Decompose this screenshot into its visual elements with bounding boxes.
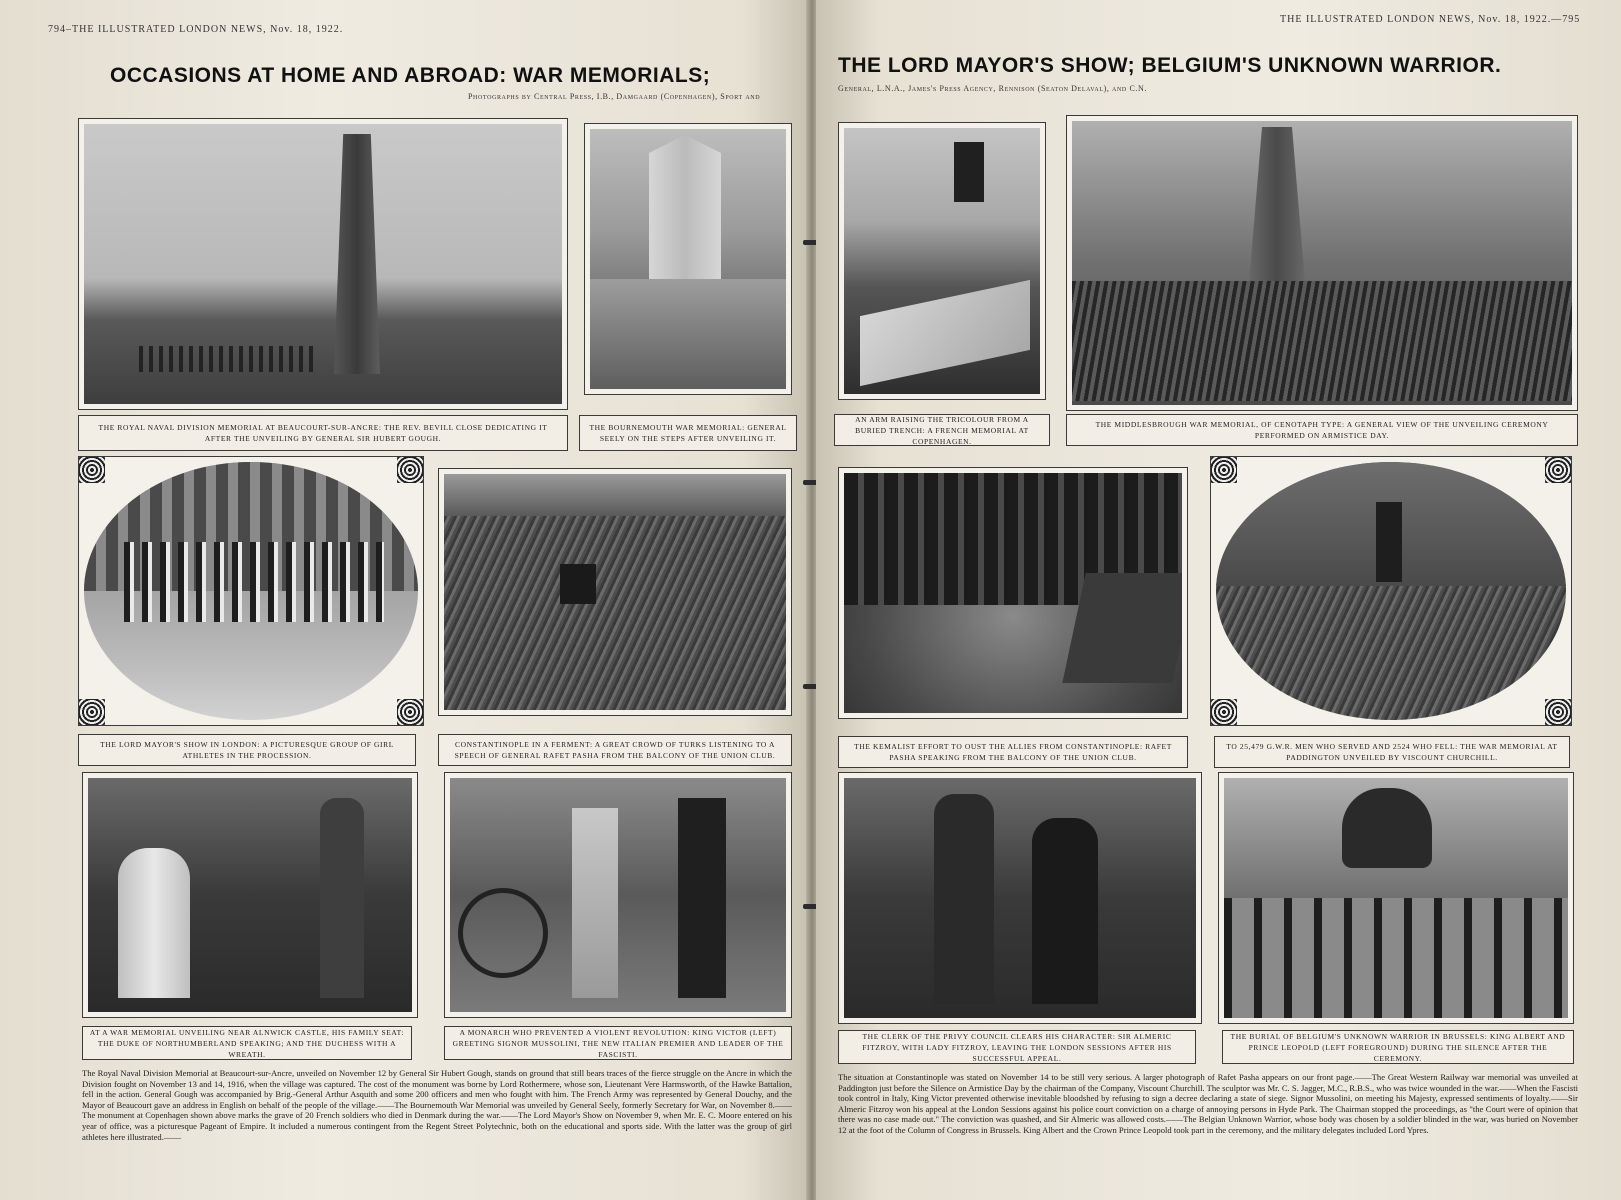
running-head: 794–THE ILLUSTRATED LONDON NEWS, Nov. 18, 1922.: [48, 24, 344, 35]
corner-ornament: [397, 699, 423, 725]
photo-image: [88, 778, 412, 1012]
photo-credit: General, L.N.A., James's Press Agency, Rennison (Seaton Delaval), and C.N.: [838, 84, 1147, 93]
photo-alnwick-memorial: [82, 772, 418, 1018]
photo-middlesbrough-memorial: [1066, 115, 1578, 411]
caption-unknown-warrior: THE BURIAL OF BELGIUM'S UNKNOWN WARRIOR IN BRUSSELS: KING ALBERT AND PRINCE LEOPOLD (LEFT FOREGROUND) DURING THE SILENCE AFTER THE CEREMONY.: [1222, 1030, 1574, 1064]
caption-fitzroy: THE CLERK OF THE PRIVY COUNCIL CLEARS HIS CHARACTER: SIR ALMERIC FITZROY, WITH LADY FITZROY, LEAVING THE LONDON SESSIONS AFTER HIS SUCCESSFUL APPEAL.: [838, 1030, 1196, 1064]
headline: THE LORD MAYOR'S SHOW; BELGIUM'S UNKNOWN WARRIOR.: [838, 54, 1502, 77]
photo-rafet-pasha: [838, 467, 1188, 719]
photo-image: [1072, 121, 1572, 405]
photo-image: [450, 778, 786, 1012]
photo-image: [84, 124, 562, 404]
running-head: THE ILLUSTRATED LONDON NEWS, Nov. 18, 1922.—795: [1280, 14, 1581, 25]
corner-ornament: [1545, 699, 1571, 725]
corner-ornament: [397, 457, 423, 483]
photo-copenhagen-memorial: [838, 122, 1046, 400]
caption-naval-memorial: THE ROYAL NAVAL DIVISION MEMORIAL AT BEAUCOURT-SUR-ANCRE: THE REV. BEVILL CLOSE DEDICATING IT AFTER THE UNVEILING BY GENERAL SIR HUBERT GOUGH.: [78, 415, 568, 451]
caption-alnwick-memorial: AT A WAR MEMORIAL UNVEILING NEAR ALNWICK CASTLE, HIS FAMILY SEAT: THE DUKE OF NORTHUMBERLAND SPEAKING; AND THE DUCHESS WITH A WREATH.: [82, 1026, 412, 1060]
photo-image: [444, 474, 786, 710]
photo-image: [1216, 462, 1566, 720]
photo-image: [844, 473, 1182, 713]
photo-constantinople-crowd: [438, 468, 792, 716]
article-body: The situation at Constantinople was stated on November 14 to be still very serious. A larger photograph of Rafet Pasha appears on our front page.——The Great Western Railway war memorial was unveiled at Paddington just before the Silence on Armistice Day by the chairman of the Company, Viscount Churchill. The sculptor was Mr. C. S. Jagger, M.C., R.B.S., who was twice wounded in the war.——When the Fascisti took control in Italy, King Victor prevented otherwise inevitable bloodshed by refusing to sign a decree declaring a state of siege. Signor Mussolini, on meeting his Majesty, expressed sentiments of loyalty.——Sir Almeric Fitzroy won his appeal at the London Sessions against his police court conviction on a charge of annoying persons in Hyde Park. The Chairman stopped the proceedings, as "the Court were of opinion that there was no case made out." The conviction was quashed, and Sir Almeric was allowed costs.——The Belgian Unknown Warrior, whose body was chosen by a soldier blinded in the war, was buried on November 12 at the foot of the Column of Congress in Brussels. King Albert and the Crown Prince Leopold took part in the ceremony, and the military delegates included Lord Ypres.: [838, 1072, 1578, 1135]
corner-ornament: [1545, 457, 1571, 483]
photo-image: [590, 129, 786, 389]
article-body: The Royal Naval Division Memorial at Beaucourt-sur-Ancre, unveiled on November 12 by General Sir Hubert Gough, stands on ground that still bears traces of the fierce struggle on the Ancre in which the Division fought on November 13 and 14, 1916, when the village was captured. The cost of the monument was borne by Lord Rothermere, whose son, Lieutenant Vere Harmsworth, of the Hawke Battalion, fell in the action. General Gough was accompanied by Brig.-General Arthur Asquith and some 200 officers and men who fought with him. The French Army was represented by General Douchy, and the Mayor of Beaucourt gave an address in English on behalf of the people of the village.——The Bournemouth War Memorial was unveiled by General Seely, formerly Secretary for War, on November 8.——The monument at Copenhagen shown above marks the grave of 20 French soldiers who died in Denmark during the war.——The Lord Mayor's Show on November 9, when Mr. E. C. Moore entered on his year of office, was a picturesque Pageant of Empire. It included a numerous contingent from the Regent Street Polytechnic, both on the educational and sports side. With the latter was the group of girl athletes here illustrated.——: [82, 1068, 792, 1142]
caption-paddington-memorial: TO 25,479 G.W.R. MEN WHO SERVED AND 2524 WHO FELL: THE WAR MEMORIAL AT PADDINGTON UNVEILED BY VISCOUNT CHURCHILL.: [1214, 736, 1570, 768]
right-page: [816, 0, 1621, 1200]
caption-bournemouth-memorial: THE BOURNEMOUTH WAR MEMORIAL: GENERAL SEELY ON THE STEPS AFTER UNVEILING IT.: [579, 415, 797, 451]
corner-ornament: [1211, 699, 1237, 725]
caption-middlesbrough-memorial: THE MIDDLESBROUGH WAR MEMORIAL, OF CENOTAPH TYPE: A GENERAL VIEW OF THE UNVEILING CEREMONY PERFORMED ON ARMISTICE DAY.: [1066, 414, 1578, 446]
caption-constantinople-crowd: CONSTANTINOPLE IN A FERMENT: A GREAT CROWD OF TURKS LISTENING TO A SPEECH OF GENERAL RAFET PASHA FROM THE BALCONY OF THE UNION CLUB.: [438, 734, 792, 766]
corner-ornament: [1211, 457, 1237, 483]
left-page: [0, 0, 808, 1200]
photo-image: [84, 462, 418, 720]
photo-image: [844, 128, 1040, 394]
caption-girl-athletes: THE LORD MAYOR'S SHOW IN LONDON: A PICTURESQUE GROUP OF GIRL ATHLETES IN THE PROCESSION.: [78, 734, 416, 766]
photo-image: [844, 778, 1196, 1018]
photo-fitzroy: [838, 772, 1202, 1024]
caption-copenhagen-memorial: AN ARM RAISING THE TRICOLOUR FROM A BURIED TRENCH: A FRENCH MEMORIAL AT COPENHAGEN.: [834, 414, 1050, 446]
caption-king-victor-mussolini: A MONARCH WHO PREVENTED A VIOLENT REVOLUTION: KING VICTOR (LEFT) GREETING SIGNOR MUSSOLINI, THE NEW ITALIAN PREMIER AND LEADER OF THE FASCISTI.: [444, 1026, 792, 1060]
photo-bournemouth-memorial: [584, 123, 792, 395]
photo-paddington-memorial: [1210, 456, 1572, 726]
corner-ornament: [79, 457, 105, 483]
photo-credit: Photographs by Central Press, I.B., Damgaard (Copenhagen), Sport and: [468, 92, 761, 101]
photo-girl-athletes: [78, 456, 424, 726]
caption-rafet-pasha: THE KEMALIST EFFORT TO OUST THE ALLIES FROM CONSTANTINOPLE: RAFET PASHA SPEAKING FROM THE BALCONY OF THE UNION CLUB.: [838, 736, 1188, 768]
headline: OCCASIONS AT HOME AND ABROAD: WAR MEMORIALS;: [110, 64, 711, 87]
corner-ornament: [79, 699, 105, 725]
photo-unknown-warrior: [1218, 772, 1574, 1024]
photo-image: [1224, 778, 1568, 1018]
photo-king-victor-mussolini: [444, 772, 792, 1018]
photo-naval-memorial: [78, 118, 568, 410]
